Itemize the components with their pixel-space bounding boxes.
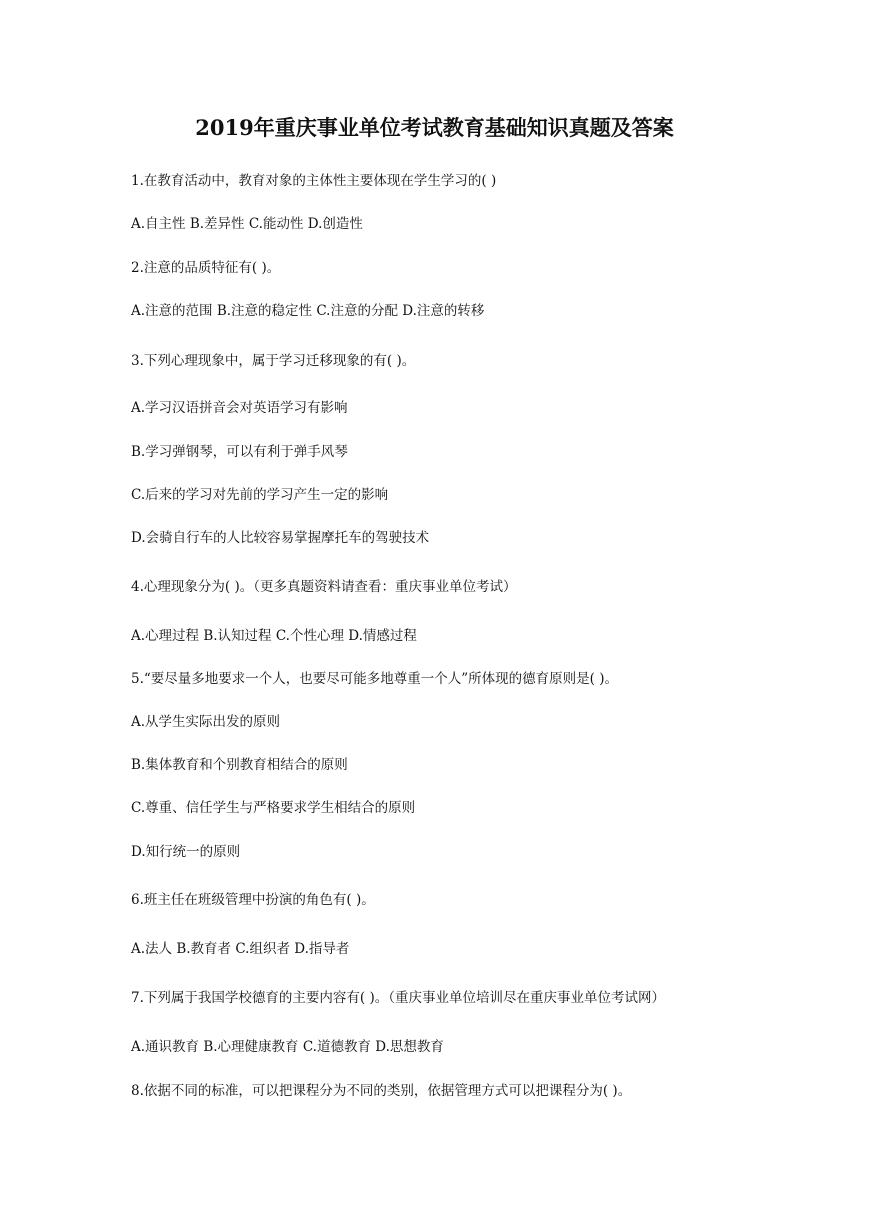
- question-8: 8.依据不同的标准，可以把课程分为不同的类别，依据管理方式可以把课程分为( )。: [131, 1083, 632, 1099]
- question-5-option-c: C.尊重、信任学生与严格要求学生相结合的原则: [131, 800, 416, 816]
- question-6-options: A.法人 B.教育者 C.组织者 D.指导者: [131, 941, 350, 957]
- question-3-option-d: D.会骑自行车的人比较容易掌握摩托车的驾驶技术: [131, 530, 430, 546]
- question-7-options: A.通识教育 B.心理健康教育 C.道德教育 D.思想教育: [131, 1039, 444, 1055]
- question-4-options: A.心理过程 B.认知过程 C.个性心理 D.情感过程: [131, 628, 417, 644]
- question-6: 6.班主任在班级管理中扮演的角色有( )。: [131, 892, 375, 908]
- question-3-option-b: B.学习弹钢琴，可以有利于弹手风琴: [131, 444, 348, 460]
- question-3-option-a: A.学习汉语拼音会对英语学习有影响: [131, 400, 348, 416]
- question-1-options: A.自主性 B.差异性 C.能动性 D.创造性: [131, 216, 363, 232]
- question-5-option-a: A.从学生实际出发的原则: [131, 714, 281, 730]
- document-title: 2019年重庆事业单位考试教育基础知识真题及答案: [195, 115, 674, 140]
- question-5-option-b: B.集体教育和个别教育相结合的原则: [131, 757, 348, 773]
- question-5: 5.“要尽量多地要求一个人，也要尽可能多地尊重一个人”所体现的德育原则是( )。: [131, 671, 619, 687]
- question-7: 7.下列属于我国学校德育的主要内容有( )。（重庆事业单位培训尽在重庆事业单位考试网）: [131, 990, 665, 1006]
- question-3: 3.下列心理现象中，属于学习迁移现象的有( )。: [131, 353, 416, 369]
- question-4: 4.心理现象分为( )。（更多真题资料请查看：重庆事业单位考试）: [131, 579, 517, 595]
- question-2: 2.注意的品质特征有( )。: [131, 260, 281, 276]
- question-5-option-d: D.知行统一的原则: [131, 844, 241, 860]
- question-2-options: A.注意的范围 B.注意的稳定性 C.注意的分配 D.注意的转移: [131, 303, 485, 319]
- question-1: 1.在教育活动中，教育对象的主体性主要体现在学生学习的( ): [131, 173, 497, 189]
- question-3-option-c: C.后来的学习对先前的学习产生一定的影响: [131, 487, 389, 503]
